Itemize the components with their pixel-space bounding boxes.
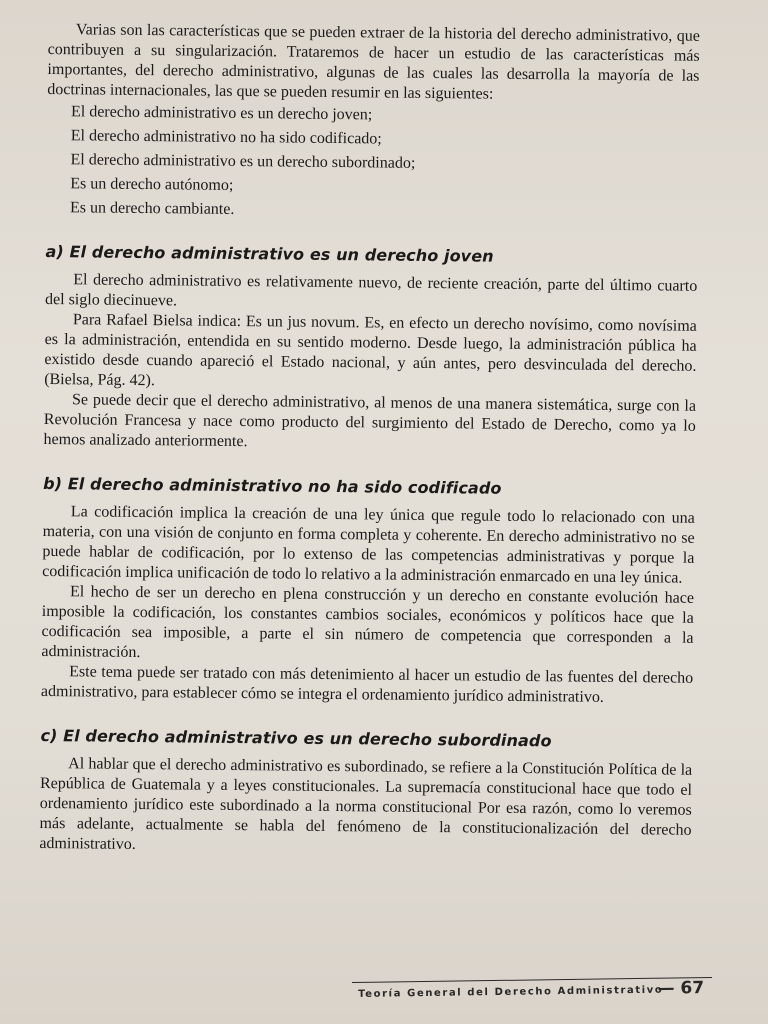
page-number: — 67 xyxy=(657,978,705,999)
list-item: El derecho administrativo es un derecho subordinado; xyxy=(70,151,416,172)
section-b-paragraph-1: La codificación implica la creación de una ley única que regule todo lo relacionado con una materia, con una visión de conjunto en forma completa y coherente. En derecho administrativo no se puede hablar de codificación, por lo extenso de las competencias administrativas y porque la codificación implica unificación de todo lo relativo a la administración enmarcado en una ley única. xyxy=(42,503,695,587)
page-body xyxy=(39,20,700,861)
characteristics-list xyxy=(46,102,699,225)
intro-paragraph: Varias son las características que se pueden extraer de la historia del derecho administrativo, que contribuyen a su singularización. Trataremos de hacer un estudio de las características más importantes, del derecho administrativo, algunas de las cuales las desarrolla la mayoría de las doctrinas internacionales, las que se pueden resumir en las siguientes: xyxy=(47,21,700,103)
section-b-paragraph-3: Este tema puede ser tratado con más detenimiento al hacer un estudio de las fuentes del derecho administrativo, para establecer cómo se integra el ordenamiento jurídico administrativo. xyxy=(40,663,694,706)
section-a-paragraph-2: Para Rafael Bielsa indica: Es un jus novum. Es, en efecto un derecho novísimo, como novísima es la administración, entendida en su sentido moderno. Desde luego, la administración pública ha existido desde cuando apareció el Estado nacional, y aún antes, pero desvinculada del derecho. (Bielsa, Pág. 42). xyxy=(44,311,697,390)
list-item: El derecho administrativo es un derecho joven; xyxy=(70,103,373,124)
section-a-heading xyxy=(45,242,697,269)
list-item: Es un derecho autónomo; xyxy=(70,175,234,194)
section-a-title: El derecho administrativo es un derecho joven xyxy=(69,242,494,266)
section-b-title: El derecho administrativo no ha sido codificado xyxy=(67,474,502,498)
section-b-letter: b) xyxy=(43,473,63,494)
section-c-paragraph-1: Al hablar que el derecho administrativo es subordinado, se refiere a la Constitución Política de la República de Guatemala y a leyes constitucionales. La supremacía constitucional hace que todo el ordenamiento jurídico este subordinado a la norma constitucional Por esa razón, como lo veremos más adelante, actualmente se habla del fenómeno de la constitucionalización del derecho administrativo. xyxy=(39,755,693,853)
section-a-paragraph-3: Se puede decir que el derecho administrativo, al menos de una manera sistemática, surge con la Revolución Francesa y nace como producto del surgimiento del Estado de Derecho, como ya lo hemos analizado anteriormente. xyxy=(43,391,697,451)
section-a-paragraph-1: El derecho administrativo es relativamente nuevo, de reciente creación, parte del último cuarto del siglo diecinueve. xyxy=(44,271,698,310)
section-a-letter: a) xyxy=(45,241,64,262)
section-b-paragraph-2: El hecho de ser un derecho en plena construcción y un derecho en constante evolución hace imposible la codificación, los constantes cambios sociales, económicos y políticos hace que la codificación sea imposible, a parte el sin número de competencia que corresponden a la administración. xyxy=(41,583,695,662)
page-footer xyxy=(352,977,712,1007)
section-b-heading xyxy=(43,474,695,501)
section-c-title: El derecho administrativo es un derecho subordinado xyxy=(63,726,552,751)
running-title: Teoría General del Derecho Administrativo xyxy=(358,984,664,1000)
section-c-letter: c) xyxy=(40,725,58,746)
section-c-heading xyxy=(40,726,692,753)
list-item: El derecho administrativo no ha sido codificado; xyxy=(70,127,382,148)
list-item: Es un derecho cambiante. xyxy=(69,199,235,218)
